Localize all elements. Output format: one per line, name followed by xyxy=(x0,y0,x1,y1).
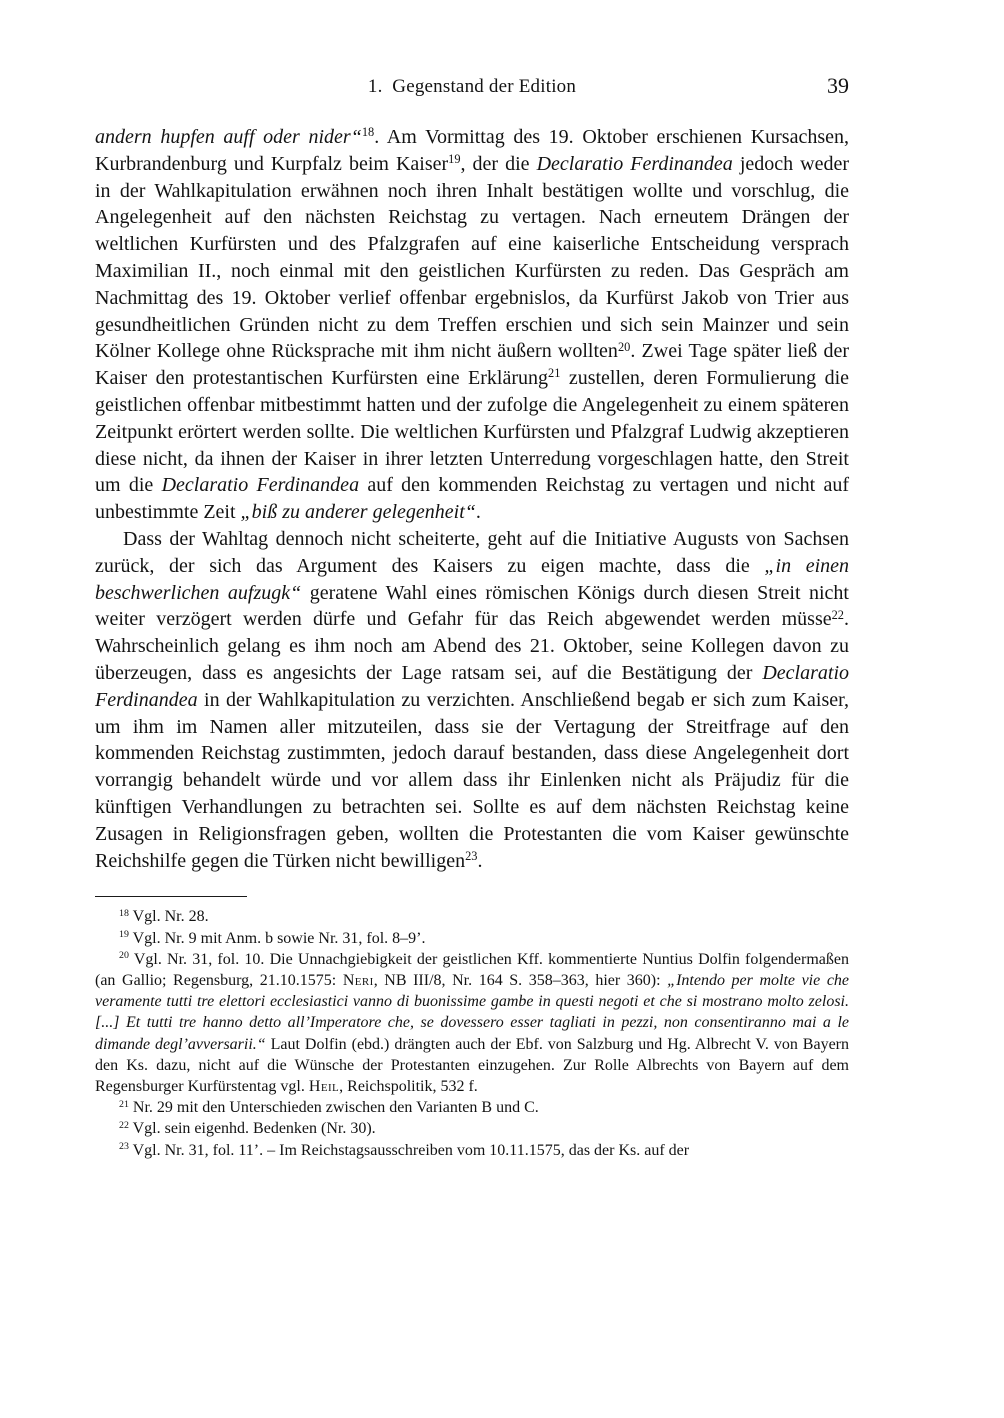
text-block xyxy=(95,73,850,1161)
body-paragraph: andern hupfen auff oder nider“$^{18}$. Am Vormittag des 19. Oktober erschienen Kursachsen, Kurbrandenburg und Kurpfalz beim Kaiser$^{19}$, der die Declaratio Ferdinandea jedoch weder in der Wahlkapitulation erwähnen noch ihren Inhalt bestätigen wollte und vorschlug, die Angelegenheit auf den nächsten Reichstag zu vertagen. Nach erneutem Drängen der weltlichen Kurfürsten und des Pfalzgrafen auf eine kaiserliche Entscheidung versprach Maximilian II., noch einmal mit den geistlichen Kurfürsten zu reden. Das Gespräch am Nachmittag des 19. Oktober verlief offenbar ergebnislos, da Kurfürst Jakob von Trier aus gesundheitlichen Gründen nicht zu dem Treffen erschien und sich sein Mainzer und sein Kölner Kollege ohne Rücksprache mit ihm nicht äußern wollten$^{20}$. Zwei Tage später ließ der Kaiser den protestantischen Kurfürsten eine Erklärung$^{21}$ zustellen, deren Formulierung die geistlichen offenbar mitbestimmt hatten und der zufolge die Angelegenheit zu einem späteren Zeitpunkt erörtert werden sollte. Die weltlichen Kurfürsten und Pfalzgraf Ludwig akzeptieren diese nicht, da ihnen der Kaiser in ihrer letzten Unterredung vorgeschlagen hatte, den Streit um die Declaratio Ferdinandea auf den kommenden Reichstag zu vertagen und nicht auf unbestimmte Zeit „biß zu anderer gelegenheit“. xyxy=(95,125,849,524)
footnote-item: $^{23}$ Vgl. Nr. 31, fol. 11’. – Im Reichstagsausschreiben vom 10.11.1575, das der Ks. auf der xyxy=(119,1141,690,1159)
footnote-item: $^{18}$ Vgl. Nr. 28. xyxy=(119,907,209,926)
footnote-marker: 18 xyxy=(119,907,129,919)
footnote-item: $^{21}$ Nr. 29 mit den Unterschieden zwischen den Varianten B und C. xyxy=(119,1098,539,1117)
footnote-item: $^{22}$ Vgl. sein eigenhd. Bedenken (Nr. 30). xyxy=(119,1119,376,1138)
page-number: 39 xyxy=(827,73,849,98)
section-title: 1. Gegenstand der Edition xyxy=(367,76,577,97)
footnote-marker: 21 xyxy=(119,1098,129,1110)
footnote-item: $^{20}$ Vgl. Nr. 31, fol. 10. Die Unnachgiebigkeit der geistlichen Kff. kommentierte Nuntius Dolfin folgendermaßen (an Gallio; Regensburg, 21.10.1575: Neri, NB III/8, Nr. 164 S. 358–363, hier 360): „Intendo per molte vie che veramente tutti tre elettori ecclesiastici vanno di buonissime gambe in questi negoti et che si mostrano molto zelosi. [...] Et tutti tre hanno detto all’Imperatore che, se dovessero esser tagliati in pezzi, non consentiranno mai a le dimande degl’avversarii.“ Laut Dolfin (ebd.) drängten auch der Ebf. von Salzburg und Hg. Albrecht V. von Bayern den Ks. dazu, nicht auf die Wünsche der Protestanten einzugehen. Zur Rolle Albrechts von Bayern auf dem Regensburger Kurfürstentag vgl. Heil, Reichspolitik, 532 f. xyxy=(95,950,850,1095)
body-paragraph: Dass der Wahltag dennoch nicht scheiterte, geht auf die Initiative Augusts von Sachsen zurück, der sich das Argument des Kaisers zu eigen machte, dass die „in einen beschwerlichen aufzugk“ geratene Wahl eines römischen Königs durch diesen Streit nicht weiter verzögert werden dürfe und Gefahr für das Reich abgewendet werden müsse$^{22}$. Wahrscheinlich gelang es ihm noch am Abend des 21. Oktober, seine Kollegen davon zu überzeugen, dass es angesichts der Lage ratsam sei, auf die Bestätigung der Declaratio Ferdinandea in der Wahlkapitulation zu verzichten. Anschließend begab er sich zum Kaiser, um ihm im Namen aller mitzuteilen, dass sie der Vertagung der Streitfrage auf den kommenden Reichstag zustimmten, jedoch darauf bestanden, dass diese Angelegenheit dort vorrangig behandelt würde und vor allem dass ihr Einlenken nicht als Präjudiz für die künftigen Verhandlungen zu betrachten sei. Sollte es auf dem nächsten Reichstag keine Zusagen in Religionsfragen geben, wollten die Protestanten die vom Kaiser gewünschte Reichshilfe gegen die Türken nicht bewilligen$^{23}$. xyxy=(95,527,850,872)
footnote-marker: 23 xyxy=(119,1141,129,1153)
footnote-item: $^{19}$ Vgl. Nr. 9 mit Anm. b sowie Nr. 31, fol. 8–9’. xyxy=(119,929,426,947)
footnote-separator xyxy=(95,896,247,897)
footnote-marker: 20 xyxy=(119,950,129,962)
body-text xyxy=(95,124,849,874)
page-header xyxy=(95,73,849,104)
footnotes-section xyxy=(95,896,849,1160)
footnote-marker: 19 xyxy=(119,929,129,941)
footnote-list xyxy=(95,906,849,1160)
footnote-marker: 22 xyxy=(119,1119,129,1131)
